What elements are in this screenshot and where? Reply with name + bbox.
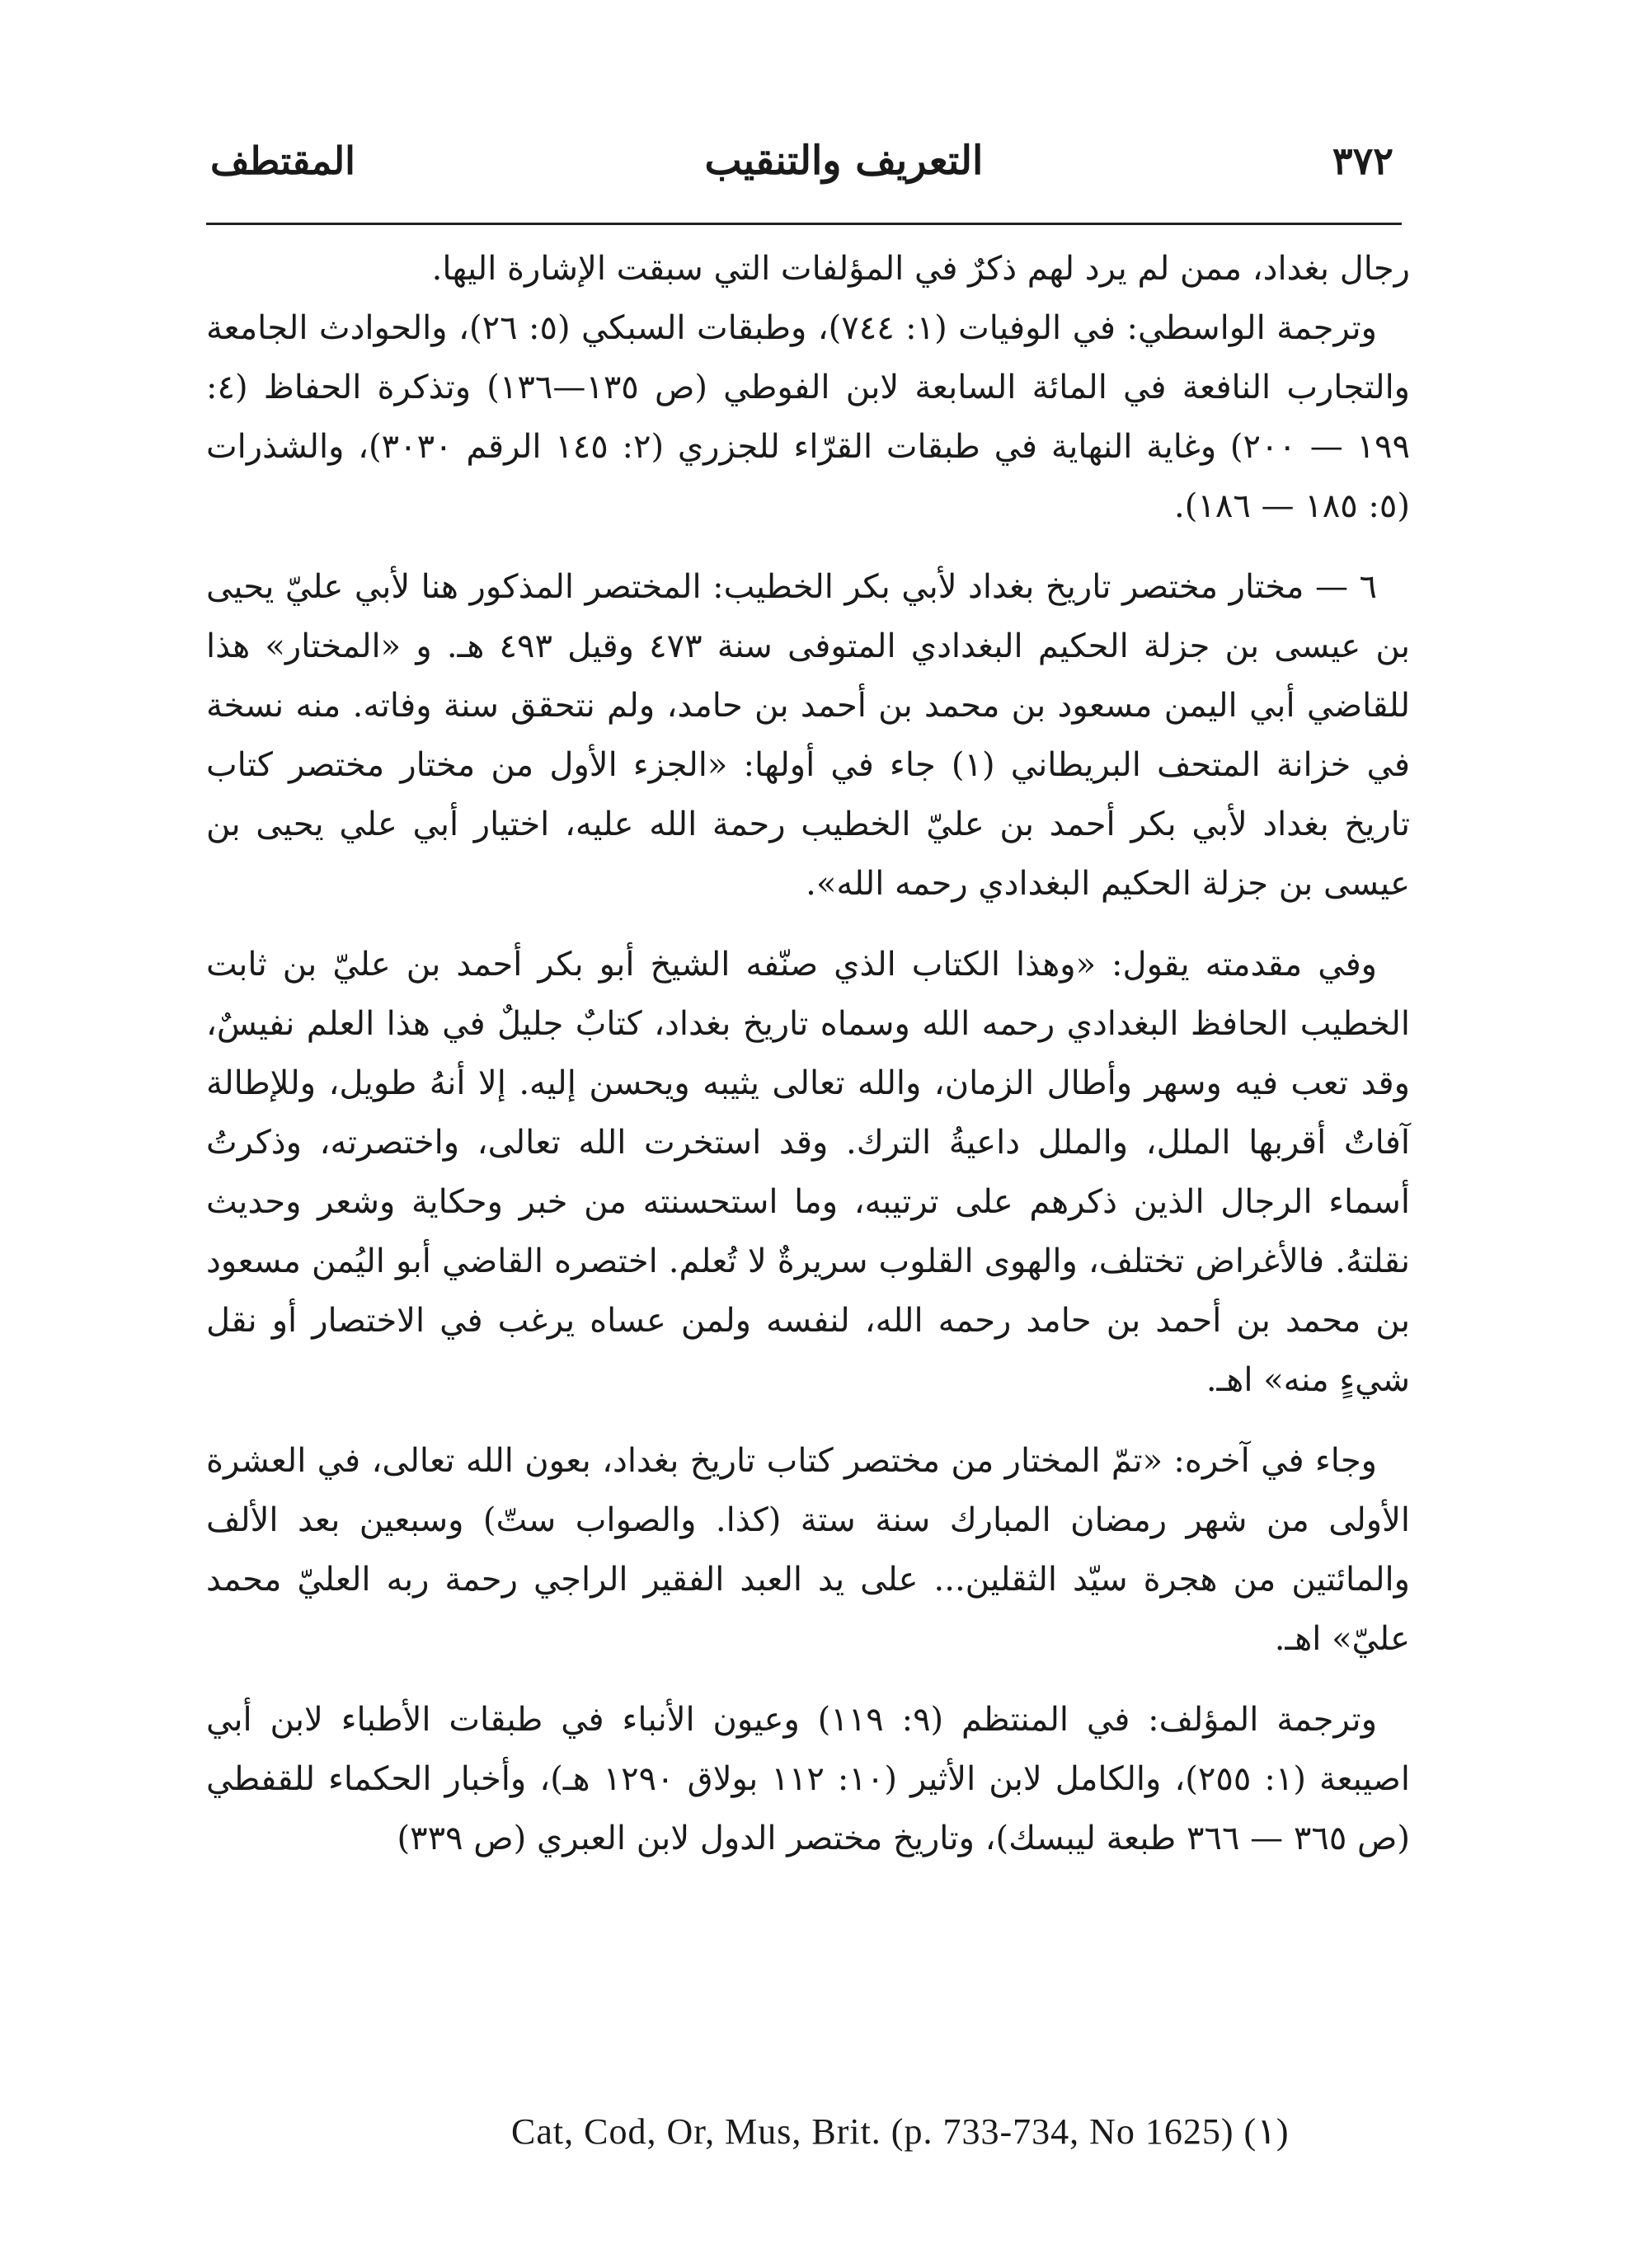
header-rule <box>206 223 1402 225</box>
paragraph-colophon: وجاء في آخره: «تمّ المختار من مختصر كتاب تاريخ بغداد، بعون الله تعالى، في العشرة الأولى من شهر رمضان المبارك سنة ستة (كذا. والصواب ستّ) وسبعين بعد الألف والمائتين من هجرة سيّد الثقلين... على يد العبد الفقير الراجي رحمة ربه العليّ محمد عليّ» اهـ. <box>206 1442 1410 1658</box>
paragraph-author-biography: وترجمة المؤلف: في المنتظم (٩: ١١٩) وعيون الأنباء في طبقات الأطباء لابن أبي اصيبعة (١: ٢٥٥)، والكامل لابن الأثير (١٠: ١١٢ بولاق ١٢٩٠ هـ)، وأخبار الحكماء للقفطي (ص ٣٦٥ — ٣٦٦ طبعة ليبسك)، وتاريخ مختصر الدول لابن العبري (ص ٣٣٩) <box>206 1701 1411 1857</box>
page-number: ٣٧٢ <box>1332 139 1393 183</box>
page-header <box>210 124 1393 198</box>
paragraph-wasiti-biography: وترجمة الواسطي: في الوفيات (١: ٧٤٤)، وطبقات السبكي (٥: ٢٦)، والحوادث الجامعة والتجارب النافعة في المائة السابعة لابن الفوطي (ص ١٣٥—١٣٦) وتذكرة الحفاظ (٤: ١٩٩ — ٢٠٠) وغاية النهاية في طبقات القرّاء للجزري (٢: ١٤٥ الرقم ٣٠٣٠)، والشذرات (٥: ١٨٥ — ١٨٦). <box>206 309 1411 525</box>
journal-name: المقتطف <box>210 139 355 183</box>
running-title: التعريف والتنقيب <box>704 138 984 184</box>
footnote: Cat, Cod, Or, Mus, Brit. (p. 733-734, No 1625) (١) <box>511 2111 1290 2152</box>
body-text <box>206 239 1410 1868</box>
paragraph-introduction-quote: وفي مقدمته يقول: «وهذا الكتاب الذي صنّفه الشيخ أبو بكر أحمد بن عليّ بن ثابت الخطيب الحافظ البغدادي رحمه الله وسماه تاريخ بغداد، كتابٌ جليلٌ في هذا العلم نفيسٌ، وقد تعب فيه وسهر وأطال الزمان، والله تعالى يثيبه ويحسن إليه. إلا أنهُ طويل، وللإطالة آفاتٌ أقربها الملل، والملل داعيةُ الترك. وقد استخرت الله تعالى، واختصرته، وذكرتُ أسماء الرجال الذين ذكرهم على ترتيبه، وما استحسنته من خبر وحكاية وشعر وحديث نقلتهُ. فالأغراض تختلف، والهوى القلوب سريرةٌ لا تُعلم. اختصره القاضي أبو اليُمن مسعود بن محمد بن أحمد بن حامد رحمه الله، لنفسه ولمن عساه يرغب في الاختصار أو نقل شيءٍ منه» اهـ. <box>206 946 1410 1399</box>
paragraph-continuation: رجال بغداد، ممن لم يرد لهم ذكرٌ في المؤلفات التي سبقت الإشارة اليها. <box>431 250 1410 288</box>
paragraph-item-6: ٦ — مختار مختصر تاريخ بغداد لأبي بكر الخطيب: المختصر المذكور هنا لأبي عليّ يحيى بن عيسى بن جزلة الحكيم البغدادي المتوفى سنة ٤٧٣ وقيل ٤٩٣ هـ. و «المختار» هذا للقاضي أبي اليمن مسعود بن محمد بن أحمد بن حامد، ولم نتحقق سنة وفاته. منه نسخة في خزانة المتحف البريطاني (١) جاء في أولها: «الجزء الأول من مختار مختصر كتاب تاريخ بغداد لأبي بكر أحمد بن عليّ الخطيب رحمة الله عليه، اختيار أبي علي يحيى بن عيسى بن جزلة الحكيم البغدادي رحمه الله». <box>206 568 1410 903</box>
